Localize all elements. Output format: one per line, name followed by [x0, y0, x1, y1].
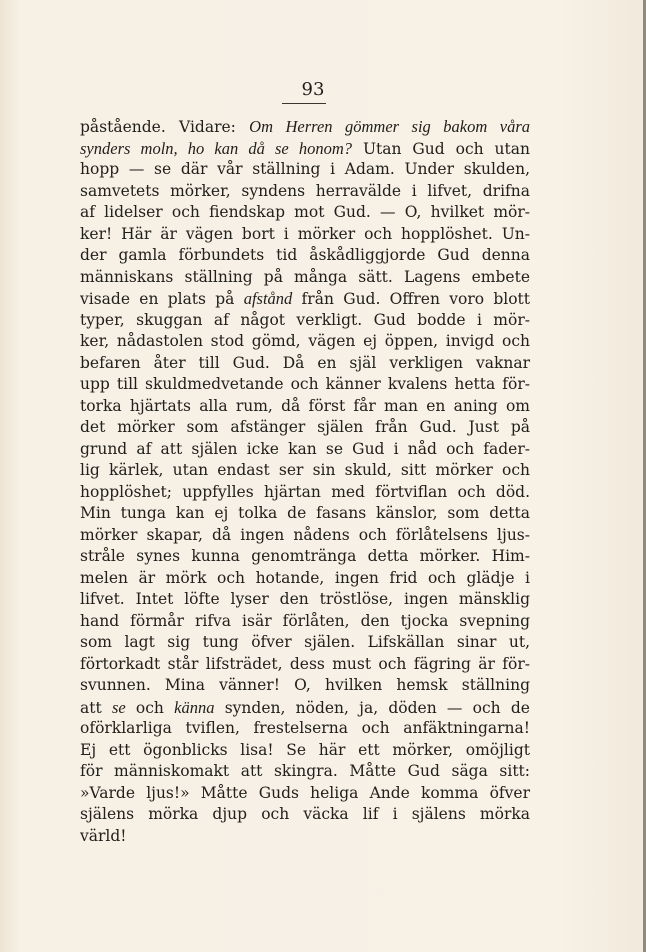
text-line: [80, 546, 530, 568]
text-segment: påstående. Vidare:: [80, 118, 250, 136]
text-segment: ker, nådastolen stod gömd, vägen ej öppen, invigd och: [80, 332, 530, 350]
italic-phrase: synders moln, ho kan då se honom?: [80, 138, 353, 158]
text-segment: typer, skuggan af något verkligt. Gud bodde i mör-: [80, 310, 530, 329]
text-segment: hand förmår rifva isär förlåten, den tjocka svepning: [80, 611, 530, 630]
text-line: [80, 654, 530, 676]
text-segment: »Varde ljus!» Måtte Guds heliga Ande komma öfver: [80, 783, 530, 802]
text-segment: oförklarliga tviflen, frestelserna och anfäktningarna!: [80, 719, 530, 737]
text-segment: svunnen. Mina vänner! O, hvilken hemsk ställning: [80, 676, 530, 694]
text-segment: själens mörka djup och väcka lif i själens mörka: [80, 805, 530, 823]
text-segment: hopp — se där vår ställning i Adam. Under skulden,: [80, 160, 530, 178]
text-segment: der gamla förbundets tid åskådliggjorde Gud denna: [80, 246, 530, 264]
text-segment: Utan Gud och utan: [352, 139, 530, 158]
text-line: [80, 632, 530, 654]
text-segment: lig kärlek, utan endast ser sin skuld, sitt mörker och: [80, 461, 530, 479]
text-line: [80, 159, 530, 181]
text-line: [80, 224, 530, 246]
text-segment: som lagt sig tung öfver själen. Lifskällan sinar ut,: [80, 633, 530, 651]
text-segment: Min tunga kan ej tolka de fasans känslor, som detta: [80, 504, 530, 522]
text-segment: synden, nöden, ja, döden — och de: [214, 698, 530, 717]
text-line: [80, 374, 530, 396]
text-line: [80, 589, 530, 611]
text-segment: stråle synes kunna genomtränga detta mörker. Him-: [80, 547, 530, 565]
text-line: [80, 310, 530, 332]
text-segment: människans ställning på många sätt. Lagens embete: [80, 267, 530, 286]
text-line: [80, 826, 530, 848]
text-line: [80, 267, 530, 289]
text-segment: för människomakt att skingra. Måtte Gud säga sitt:: [80, 762, 530, 780]
text-line: [80, 761, 530, 783]
text-segment: och: [125, 698, 175, 717]
text-segment: från Gud. Offren voro blott: [292, 290, 530, 308]
text-segment: förtorkadt står lifsträdet, dess must och fägring är för-: [80, 654, 530, 673]
text-segment: af lidelser och fiendskap mot Gud. — O, hvilket mör-: [80, 203, 530, 221]
italic-phrase: känna: [174, 697, 215, 717]
text-line: [80, 417, 530, 439]
text-line: [80, 804, 530, 826]
text-line: [80, 396, 530, 418]
text-line: [80, 331, 530, 353]
text-line: [80, 202, 530, 224]
text-segment: Ej ett ögonblicks lisa! Se här ett mörker, omöjligt: [80, 740, 530, 759]
text-line: [80, 783, 530, 805]
italic-phrase: Om Herren gömmer sig bakom våra: [249, 117, 530, 136]
text-line: [80, 439, 530, 461]
text-line: [80, 116, 530, 138]
text-line: [80, 697, 530, 719]
italic-phrase: se: [111, 697, 126, 717]
page-number-rule: [282, 103, 326, 104]
text-line: [80, 288, 530, 310]
text-line: [80, 740, 530, 762]
text-segment: hopplöshet; uppfylles hjärtan med förtviflan och död.: [80, 482, 530, 501]
text-line: [80, 460, 530, 482]
text-segment: att: [80, 698, 112, 717]
text-segment: melen är mörk och hotande, ingen frid och glädje i: [80, 568, 530, 587]
text-line: [80, 353, 530, 375]
text-segment: upp till skuldmedvetande och känner kvalens hetta för-: [80, 375, 530, 393]
italic-phrase: afstånd: [243, 289, 293, 308]
text-segment: befaren åter till Gud. Då en själ verkligen vaknar: [80, 353, 530, 372]
text-line: [80, 568, 530, 590]
text-segment: torka hjärtats alla rum, då först får man en aning om: [80, 396, 530, 415]
text-line: [80, 245, 530, 267]
body-text: [80, 116, 530, 847]
text-line: [80, 482, 530, 504]
text-segment: ker! Här är vägen bort i mörker och hopplöshet. Un-: [80, 224, 530, 243]
text-line: [80, 718, 530, 740]
page-number: 93: [301, 79, 325, 100]
text-segment: mörker skapar, då ingen nådens och förlåtelsens ljus-: [80, 525, 530, 544]
text-line: [80, 525, 530, 547]
text-segment: grund af att själen icke kan se Gud i nåd och fader-: [80, 439, 530, 458]
text-line: [80, 675, 530, 697]
text-segment: samvetets mörker, syndens herravälde i lifvet, drifna: [80, 181, 530, 200]
text-line: [80, 181, 530, 203]
text-segment: värld!: [80, 826, 127, 845]
text-line: [80, 611, 530, 633]
text-segment: lifvet. Intet löfte lyser den tröstlöse, ingen mänsklig: [80, 590, 530, 608]
text-line: [80, 503, 530, 525]
text-segment: visade en plats på: [80, 290, 244, 308]
text-line: [80, 138, 530, 160]
text-segment: det mörker som afstänger själen från Gud. Just på: [80, 418, 530, 436]
